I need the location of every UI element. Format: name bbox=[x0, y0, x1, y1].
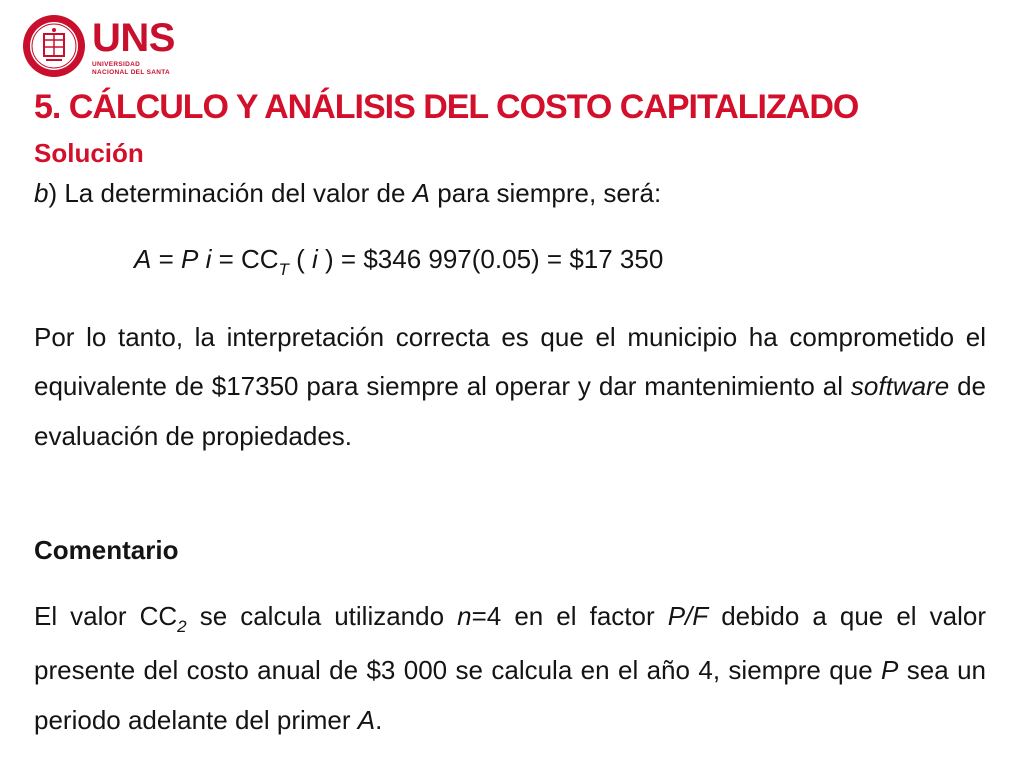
eq-paren-open: ( bbox=[288, 244, 313, 274]
solucion-label: Solución bbox=[34, 138, 144, 168]
part-b-text-end: para siempre, será: bbox=[430, 178, 662, 208]
eq-a: A bbox=[134, 244, 152, 274]
eq-subscript-t: T bbox=[278, 260, 289, 279]
comment-paragraph bbox=[34, 591, 986, 745]
interpretation-paragraph bbox=[34, 313, 986, 461]
para2-t4: debido a que el valor presente del costo anual de $3 000 se calcula en el año 4, siempre que bbox=[34, 601, 986, 685]
comentario-label: Comentario bbox=[34, 535, 179, 565]
para2-t3: =4 en el factor bbox=[471, 601, 668, 631]
para2-t1: El valor CC bbox=[34, 601, 178, 631]
para2-subscript-2: 2 bbox=[177, 617, 187, 636]
eq-sign-1: = bbox=[151, 244, 181, 274]
logo-subline-1: UNIVERSIDAD bbox=[92, 61, 141, 68]
eq-cc: = CC bbox=[211, 244, 279, 274]
para1-before: Por lo tanto, la interpretación correcta es que el municipio ha comprometido el equivalente de $17350 para siempre al operar y dar mantenimiento al bbox=[34, 322, 986, 402]
eq-i-2: i bbox=[312, 244, 318, 274]
para2-t2: se calcula utilizando bbox=[186, 601, 458, 631]
part-b-text: ) La determinación del valor de bbox=[48, 178, 413, 208]
slide-title: 5. CÁLCULO Y ANÁLISIS DEL COSTO CAPITALIZADO bbox=[34, 88, 859, 126]
part-b-line bbox=[34, 178, 661, 209]
para1-software: software bbox=[850, 371, 950, 402]
para2-t6: . bbox=[375, 705, 383, 735]
part-b-letter: b bbox=[34, 178, 49, 208]
logo-subline-2: NACIONAL DEL SANTA bbox=[92, 69, 170, 76]
eq-i-1: i bbox=[205, 244, 212, 274]
para1-after: de evaluación de propiedades. bbox=[34, 371, 986, 451]
eq-p: P bbox=[180, 244, 199, 274]
para2-p: P bbox=[881, 655, 899, 685]
university-seal-icon bbox=[22, 14, 86, 78]
para2-n: n bbox=[457, 601, 472, 631]
part-b-var: A bbox=[412, 178, 431, 208]
para2-a: A bbox=[357, 705, 376, 735]
eq-rest: ) = $346 997(0.05) = $17 350 bbox=[317, 244, 664, 274]
para2-t5: sea un periodo adelante del primer bbox=[34, 655, 986, 735]
para2-pf: P/F bbox=[667, 601, 709, 631]
logo-brand: UNS bbox=[92, 16, 175, 60]
capitalized-cost-equation bbox=[134, 244, 664, 279]
university-logo bbox=[22, 14, 222, 88]
